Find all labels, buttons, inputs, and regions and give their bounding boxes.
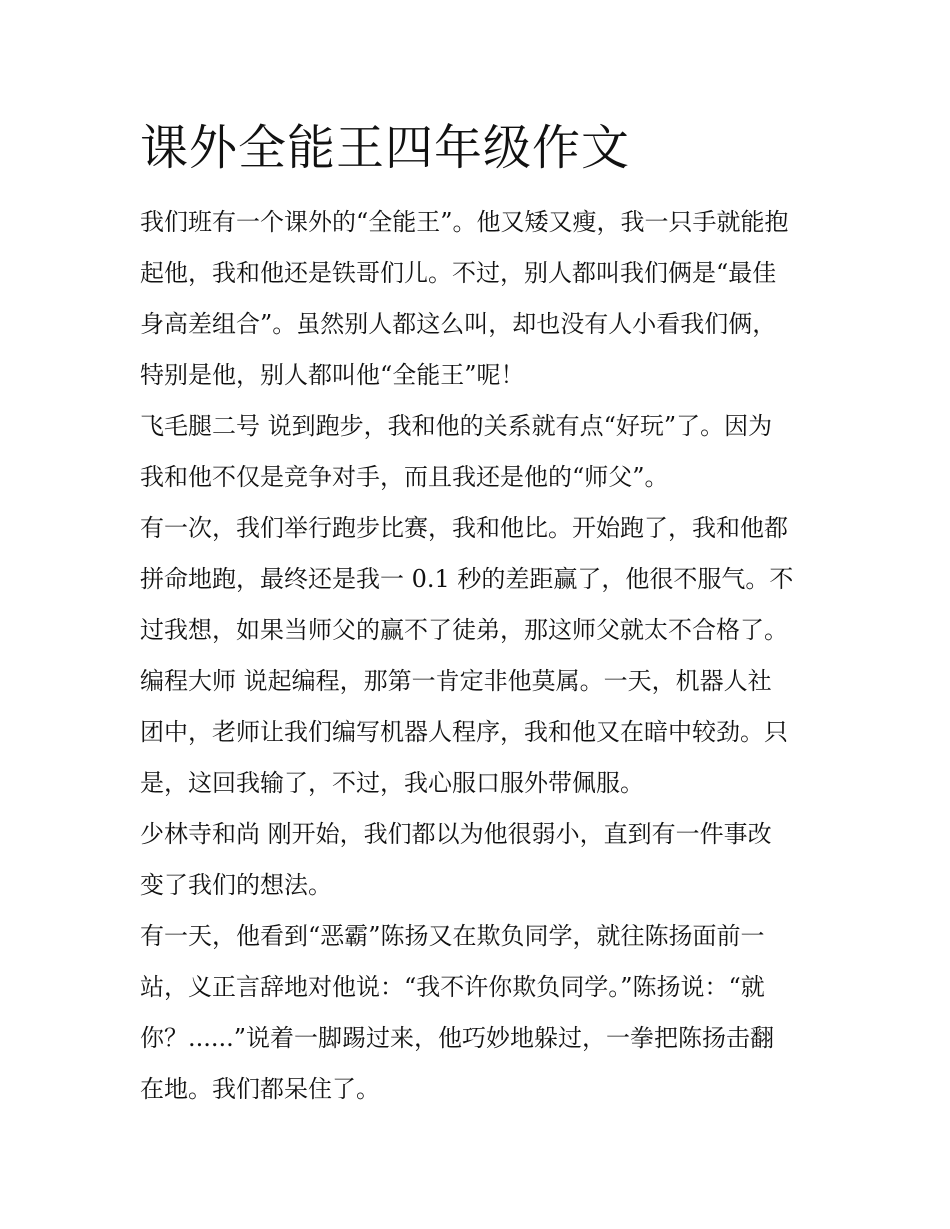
text-line: 站，义正言辞地对他说：“我不许你欺负同学。”陈扬说：“就: [140, 973, 765, 1001]
document-body: [140, 197, 820, 1115]
text-line: 特别是他，别人都叫他“全能王”呢！: [140, 361, 525, 389]
text-line: 在地。我们都呆住了。: [140, 1075, 380, 1103]
text-line: 飞毛腿二号 说到跑步，我和他的关系就有点“好玩”了。因为: [140, 412, 773, 440]
text-line: 拼命地跑，最终还是我一 0.1 秒的差距赢了，他很不服气。不: [140, 565, 794, 593]
text-line: 起他，我和他还是铁哥们儿。不过，别人都叫我们俩是“最佳: [140, 259, 777, 287]
text-line: 有一天，他看到“恶霸”陈扬又在欺负同学，就往陈扬面前一: [140, 922, 765, 950]
text-line: 你？......”说着一脚踢过来，他巧妙地躲过，一拳把陈扬击翻: [140, 1024, 775, 1052]
text-line: 是，这回我输了，不过，我心服口服外带佩服。: [140, 769, 644, 797]
text-line: 团中，老师让我们编写机器人程序，我和他又在暗中较劲。只: [140, 718, 788, 746]
text-line: 少林寺和尚 刚开始，我们都以为他很弱小，直到有一件事改: [140, 820, 772, 848]
text-line: 我和他不仅是竞争对手，而且我还是他的“师父”。: [140, 463, 669, 491]
text-line: 变了我们的想法。: [140, 871, 332, 899]
text-line: 有一次，我们举行跑步比赛，我和他比。开始跑了，我和他都: [140, 514, 788, 542]
document-title: 课外全能王四年级作文: [140, 120, 631, 176]
text-line: 过我想，如果当师父的赢不了徒弟，那这师父就太不合格了。: [140, 616, 788, 644]
text-line: 我们班有一个课外的“全能王”。他又矮又瘦，我一只手就能抱: [140, 208, 789, 236]
text-line: 编程大师 说起编程，那第一肯定非他莫属。一天，机器人社: [140, 667, 772, 695]
text-line: 身高差组合”。虽然别人都这么叫，却也没有人小看我们俩，: [140, 310, 777, 338]
